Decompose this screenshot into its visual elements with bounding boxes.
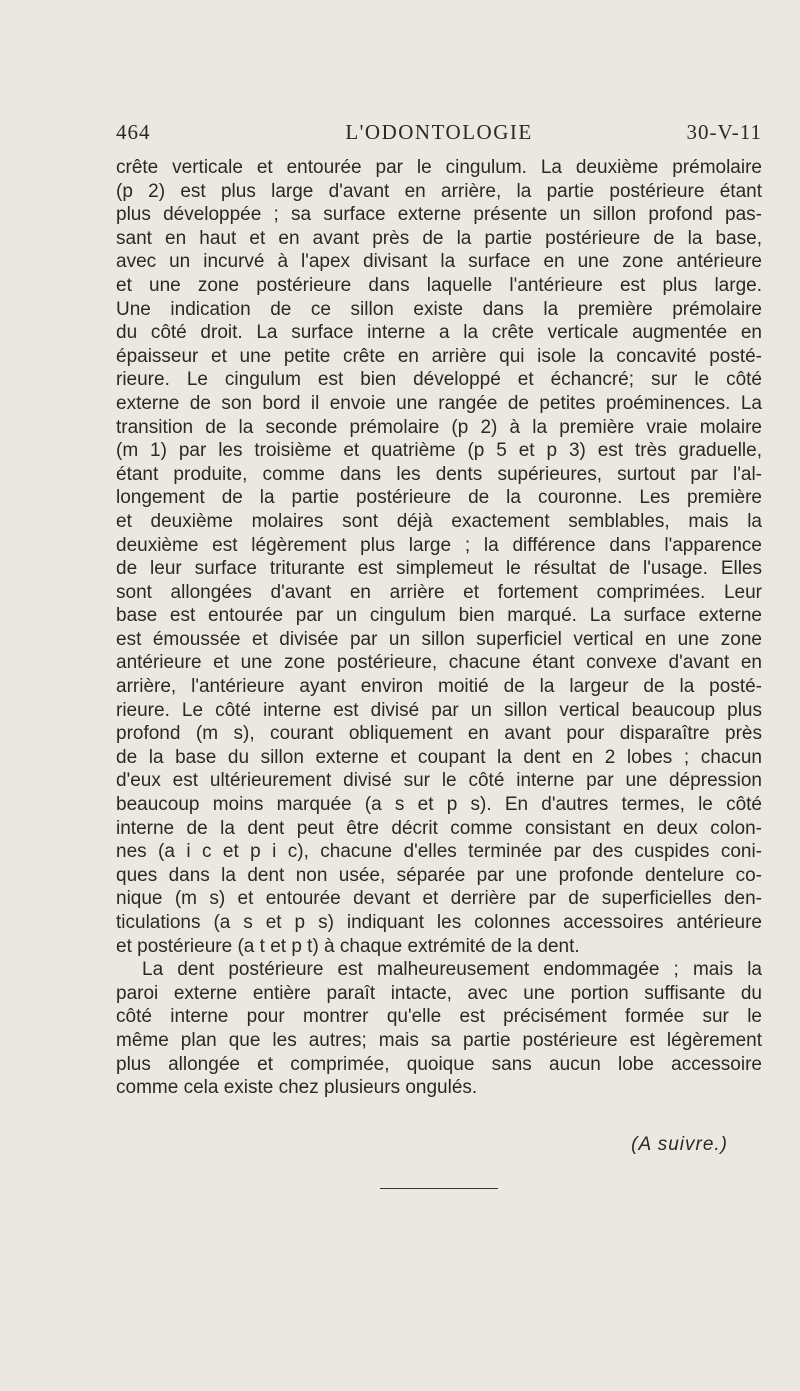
text-line: comme cela existe chez plusieurs ongulés. xyxy=(116,1077,478,1099)
page-number: 464 xyxy=(116,120,151,144)
text-line: d'eux est ultérieurement divisé sur le côté interne par une dépression xyxy=(116,770,762,792)
text-line: externe de son bord il envoie une rangée de petites proéminences. La xyxy=(116,392,762,414)
text-line: interne de la dent peut être décrit comme consistant en deux colon- xyxy=(116,817,762,839)
text-line: même plan que les autres; mais sa partie postérieure est légèrement xyxy=(116,1029,762,1051)
text-line: de la base du sillon externe et coupant la dent en 2 lobes ; chacun xyxy=(116,746,762,768)
text-line: sant en haut et en avant près de la partie postérieure de la base, xyxy=(116,227,762,249)
text-line: base est entourée par un cingulum bien marqué. La surface externe xyxy=(116,605,762,627)
text-line: du côté droit. La surface interne a la crête verticale augmentée en xyxy=(116,322,762,344)
issue-date: 30-V-11 xyxy=(686,120,762,144)
text-line: transition de la seconde prémolaire (p 2) à la première vraie molaire xyxy=(116,416,762,438)
text-line: étant produite, comme dans les dents supérieures, surtout par l'al- xyxy=(116,463,762,485)
text-line: arrière, l'antérieure ayant environ moitié de la largeur de la posté- xyxy=(116,676,762,698)
running-header xyxy=(116,120,762,150)
text-line: épaisseur et une petite crête en arrière qui isole la concavité posté- xyxy=(116,345,762,367)
text-line: de leur surface triturante est simplemeut le résultat de l'usage. Elles xyxy=(116,558,762,580)
text-line: beaucoup moins marquée (a s et p s). En d'autres termes, le côté xyxy=(116,794,762,816)
text-line: avec un incurvé à l'apex divisant la surface en une zone antérieure xyxy=(116,251,762,273)
text-line: côté interne pour montrer qu'elle est précisément formée sur le xyxy=(116,1006,762,1028)
text-line: rieure. Le côté interne est divisé par un sillon vertical beaucoup plus xyxy=(116,699,762,721)
text-line: longement de la partie postérieure de la couronne. Les première xyxy=(116,487,762,509)
text-line: profond (m s), courant obliquement en avant pour disparaître près xyxy=(116,723,762,745)
text-line: ques dans la dent non usée, séparée par une profonde dentelure co- xyxy=(116,864,762,886)
text-line: nes (a i c et p i c), chacune d'elles terminée par des cuspides coni- xyxy=(116,841,762,863)
text-line: nique (m s) et entourée devant et derrière par de superficielles den- xyxy=(116,888,762,910)
text-line: crête verticale et entourée par le cingulum. La deuxième prémolaire xyxy=(116,157,762,178)
text-line: (m 1) par les troisième et quatrième (p 5 et p 3) est très graduelle, xyxy=(116,440,762,462)
text-line: plus allongée et comprimée, quoique sans aucun lobe accessoire xyxy=(116,1053,762,1075)
to-be-continued: (A suivre.) xyxy=(631,1134,728,1155)
text-line: (p 2) est plus large d'avant en arrière, la partie postérieure étant xyxy=(116,180,762,202)
text-line: Une indication de ce sillon existe dans la première prémolaire xyxy=(116,298,762,320)
text-line: antérieure et une zone postérieure, chacune étant convexe d'avant en xyxy=(116,652,762,674)
text-line: deuxième est légèrement plus large ; la différence dans l'apparence xyxy=(116,534,762,556)
text-line: La dent postérieure est malheureusement endommagée ; mais la xyxy=(142,959,762,981)
text-line: et deuxième molaires sont déjà exactement semblables, mais la xyxy=(116,510,762,532)
journal-title: L'ODONTOLOGIE xyxy=(345,120,533,144)
body-text xyxy=(116,156,762,1100)
text-line: sont allongées d'avant en arrière et fortement comprimées. Leur xyxy=(116,581,762,603)
text-line: est émoussée et divisée par un sillon superficiel vertical en une zone xyxy=(116,628,762,650)
end-rule xyxy=(380,1188,498,1189)
text-line: ticulations (a s et p s) indiquant les colonnes accessoires antérieure xyxy=(116,912,762,933)
text-line: et une zone postérieure dans laquelle l'antérieure est plus large. xyxy=(116,274,762,296)
text-line: paroi externe entière paraît intacte, avec une portion suffisante du xyxy=(116,982,762,1004)
text-line: et postérieure (a t et p t) à chaque extrémité de la dent. xyxy=(116,935,580,957)
text-line: plus développée ; sa surface externe présente un sillon profond pas- xyxy=(116,204,762,226)
text-line: rieure. Le cingulum est bien développé et échancré; sur le côté xyxy=(116,369,762,391)
